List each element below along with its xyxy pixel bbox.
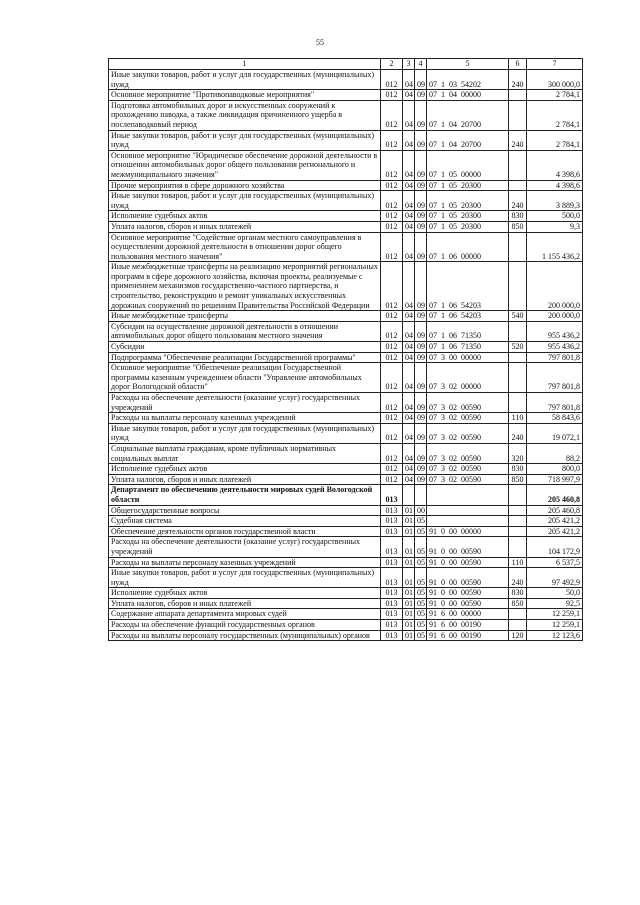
amount-cell: 9,3 (527, 221, 583, 232)
table-row (109, 609, 583, 620)
table-row (109, 90, 583, 101)
section-code-cell: 04 (403, 464, 415, 475)
target-article-cell: 91 6 00 00190 (427, 630, 509, 641)
expense-type-cell (509, 352, 527, 363)
subsection-code-cell: 05 (415, 568, 427, 588)
amount-cell: 800,0 (527, 464, 583, 475)
subsection-code-cell: 09 (415, 150, 427, 180)
ved-code-cell: 012 (381, 342, 403, 353)
table-row (109, 363, 583, 393)
subsection-code-cell: 05 (415, 630, 427, 641)
row-name-cell: Иные закупки товаров, работ и услуг для государственных (муниципальных) нужд (109, 130, 381, 150)
table-row (109, 516, 583, 527)
subsection-code-cell: 09 (415, 352, 427, 363)
row-name-cell: Иные закупки товаров, работ и услуг для государственных (муниципальных) нужд (109, 70, 381, 90)
row-name-cell: Расходы на выплаты персоналу казенных учреждений (109, 557, 381, 568)
ved-code-cell: 012 (381, 321, 403, 341)
table-row (109, 620, 583, 631)
target-article-cell: 07 1 06 71350 (427, 342, 509, 353)
subsection-code-cell: 05 (415, 598, 427, 609)
expense-type-cell (509, 100, 527, 130)
ved-code-cell: 012 (381, 211, 403, 222)
target-article-cell: 07 1 05 20300 (427, 211, 509, 222)
table-row (109, 232, 583, 262)
target-article-cell: 07 1 05 00000 (427, 150, 509, 180)
section-code-cell: 04 (403, 211, 415, 222)
amount-cell: 205 421,2 (527, 526, 583, 537)
subsection-code-cell: 05 (415, 620, 427, 631)
row-name-cell: Содержание аппарата департамента мировых судей (109, 609, 381, 620)
target-article-cell: 07 3 00 00000 (427, 352, 509, 363)
target-article-cell: 91 6 00 00000 (427, 609, 509, 620)
target-article-cell: 07 1 05 20300 (427, 221, 509, 232)
amount-cell: 718 997,9 (527, 474, 583, 485)
row-name-cell: Расходы на выплаты персоналу казенных учреждений (109, 413, 381, 424)
row-name-cell: Уплата налогов, сборов и иных платежей (109, 221, 381, 232)
table-row (109, 321, 583, 341)
table-row (109, 211, 583, 222)
section-code-cell: 04 (403, 321, 415, 341)
expense-type-cell (509, 609, 527, 620)
subsection-code-cell: 09 (415, 262, 427, 311)
ved-code-cell: 013 (381, 620, 403, 631)
ved-code-cell: 012 (381, 232, 403, 262)
ved-code-cell: 012 (381, 221, 403, 232)
ved-code-cell: 013 (381, 588, 403, 599)
section-code-cell: 04 (403, 413, 415, 424)
expense-type-cell: 320 (509, 443, 527, 463)
ved-code-cell: 012 (381, 100, 403, 130)
budget-table (108, 58, 583, 641)
section-code-cell: 04 (403, 352, 415, 363)
row-name-cell: Уплата налогов, сборов и иных платежей (109, 474, 381, 485)
amount-cell: 955 436,2 (527, 342, 583, 353)
section-code-cell: 04 (403, 393, 415, 413)
ved-code-cell: 012 (381, 180, 403, 191)
section-code-cell: 04 (403, 90, 415, 101)
expense-type-cell: 850 (509, 474, 527, 485)
amount-cell: 797 801,8 (527, 363, 583, 393)
ved-code-cell: 012 (381, 191, 403, 211)
expense-type-cell (509, 150, 527, 180)
expense-type-cell: 240 (509, 423, 527, 443)
expense-type-cell: 110 (509, 557, 527, 568)
target-article-cell: 91 0 00 00590 (427, 588, 509, 599)
expense-type-cell (509, 393, 527, 413)
ved-code-cell: 012 (381, 393, 403, 413)
amount-cell: 12 259,1 (527, 620, 583, 631)
subsection-code-cell: 05 (415, 526, 427, 537)
amount-cell: 58 843,6 (527, 413, 583, 424)
section-code-cell: 04 (403, 311, 415, 322)
subsection-code-cell: 09 (415, 211, 427, 222)
table-row (109, 100, 583, 130)
target-article-cell: 07 1 03 54202 (427, 70, 509, 90)
expense-type-cell: 830 (509, 588, 527, 599)
subsection-code-cell: 09 (415, 70, 427, 90)
table-row (109, 352, 583, 363)
expense-type-cell: 240 (509, 568, 527, 588)
target-article-cell: 91 0 00 00590 (427, 537, 509, 557)
amount-cell: 6 537,5 (527, 557, 583, 568)
target-article-cell: 07 3 02 00590 (427, 443, 509, 463)
target-article-cell (427, 516, 509, 527)
ved-code-cell: 013 (381, 609, 403, 620)
expense-type-cell (509, 537, 527, 557)
table-row (109, 537, 583, 557)
row-name-cell: Субсидии (109, 342, 381, 353)
section-code-cell: 01 (403, 516, 415, 527)
table-row (109, 557, 583, 568)
section-code-cell: 04 (403, 262, 415, 311)
amount-cell: 104 172,9 (527, 537, 583, 557)
table-row (109, 130, 583, 150)
subsection-code-cell: 09 (415, 311, 427, 322)
row-name-cell: Иные закупки товаров, работ и услуг для государственных (муниципальных) нужд (109, 568, 381, 588)
amount-cell: 2 784,1 (527, 130, 583, 150)
amount-cell: 300 000,0 (527, 70, 583, 90)
table-row (109, 423, 583, 443)
target-article-cell: 07 1 05 20300 (427, 191, 509, 211)
target-article-cell (427, 485, 509, 505)
ved-code-cell: 013 (381, 598, 403, 609)
ved-code-cell: 013 (381, 557, 403, 568)
header-cell: 7 (527, 59, 583, 70)
row-name-cell: Подпрограмма "Обеспечение реализации Государственной программы" (109, 352, 381, 363)
table-row (109, 485, 583, 505)
section-code-cell: 01 (403, 630, 415, 641)
ved-code-cell: 012 (381, 464, 403, 475)
subsection-code-cell: 09 (415, 393, 427, 413)
table-row (109, 568, 583, 588)
expense-type-cell: 240 (509, 70, 527, 90)
table-row (109, 342, 583, 353)
row-name-cell: Иные межбюджетные трансферты на реализацию мероприятий региональных программ в сфере дорожного хозяйства, включая проекты, реализуемые с применением механизмов государственно-частного партнерства, и строительство, реконструкцию и ремонт уникальных искусственных дорожных сооружений по решениям Правительства Российской Федерации (109, 262, 381, 311)
target-article-cell (427, 505, 509, 516)
section-code-cell: 01 (403, 526, 415, 537)
ved-code-cell: 013 (381, 630, 403, 641)
ved-code-cell: 013 (381, 516, 403, 527)
section-code-cell: 04 (403, 100, 415, 130)
section-code-cell: 04 (403, 130, 415, 150)
ved-code-cell: 012 (381, 413, 403, 424)
table-row (109, 180, 583, 191)
target-article-cell: 91 6 00 00190 (427, 620, 509, 631)
section-code-cell: 04 (403, 363, 415, 393)
row-name-cell: Общегосударственные вопросы (109, 505, 381, 516)
target-article-cell: 91 0 00 00590 (427, 598, 509, 609)
table-row (109, 393, 583, 413)
ved-code-cell: 013 (381, 505, 403, 516)
row-name-cell: Иные закупки товаров, работ и услуг для государственных (муниципальных) нужд (109, 423, 381, 443)
ved-code-cell: 012 (381, 363, 403, 393)
row-name-cell: Основное мероприятие "Обеспечение реализации Государственной программы казенным учреждением области "Управление автомобильных дорог Вологодской области" (109, 363, 381, 393)
expense-type-cell (509, 262, 527, 311)
subsection-code-cell: 09 (415, 474, 427, 485)
expense-type-cell (509, 232, 527, 262)
section-code-cell: 01 (403, 588, 415, 599)
section-code-cell: 04 (403, 474, 415, 485)
subsection-code-cell: 05 (415, 557, 427, 568)
table-row (109, 588, 583, 599)
header-cell: 3 (403, 59, 415, 70)
ved-code-cell: 012 (381, 423, 403, 443)
header-row (109, 59, 583, 70)
subsection-code-cell: 09 (415, 342, 427, 353)
target-article-cell: 91 0 00 00000 (427, 526, 509, 537)
target-article-cell: 07 1 04 20700 (427, 100, 509, 130)
subsection-code-cell: 09 (415, 413, 427, 424)
ved-code-cell: 013 (381, 537, 403, 557)
subsection-code-cell: 09 (415, 321, 427, 341)
row-name-cell: Расходы на обеспечение деятельности (оказание услуг) государственных учреждений (109, 537, 381, 557)
target-article-cell: 07 1 06 54203 (427, 262, 509, 311)
target-article-cell: 07 1 04 20700 (427, 130, 509, 150)
ved-code-cell: 012 (381, 262, 403, 311)
subsection-code-cell: 09 (415, 90, 427, 101)
row-name-cell: Расходы на выплаты персоналу государственных (муниципальных) органов (109, 630, 381, 641)
section-code-cell: 04 (403, 70, 415, 90)
expense-type-cell: 540 (509, 311, 527, 322)
subsection-code-cell (415, 485, 427, 505)
row-name-cell: Иные закупки товаров, работ и услуг для государственных (муниципальных) нужд (109, 191, 381, 211)
row-name-cell: Основное мероприятие "Содействие органам местного самоуправления в осуществлении дорожной деятельности в отношении дорог общего пользования местного значения" (109, 232, 381, 262)
subsection-code-cell: 09 (415, 464, 427, 475)
section-code-cell: 04 (403, 443, 415, 463)
expense-type-cell: 830 (509, 211, 527, 222)
ved-code-cell: 012 (381, 352, 403, 363)
section-code-cell: 01 (403, 598, 415, 609)
target-article-cell: 07 3 02 00590 (427, 474, 509, 485)
target-article-cell: 07 3 02 00590 (427, 464, 509, 475)
subsection-code-cell: 09 (415, 423, 427, 443)
section-code-cell: 04 (403, 423, 415, 443)
section-code-cell: 01 (403, 620, 415, 631)
section-code-cell: 01 (403, 537, 415, 557)
amount-cell: 88,2 (527, 443, 583, 463)
amount-cell: 205 460,8 (527, 505, 583, 516)
subsection-code-cell: 09 (415, 191, 427, 211)
row-name-cell: Расходы на обеспечение функций государственных органов (109, 620, 381, 631)
subsection-code-cell: 00 (415, 505, 427, 516)
expense-type-cell (509, 90, 527, 101)
ved-code-cell: 012 (381, 474, 403, 485)
expense-type-cell: 240 (509, 191, 527, 211)
header-cell: 1 (109, 59, 381, 70)
table-row (109, 464, 583, 475)
table-row (109, 505, 583, 516)
expense-type-cell (509, 516, 527, 527)
row-name-cell: Департамент по обеспечению деятельности мировых судей Вологодской области (109, 485, 381, 505)
row-name-cell: Исполнение судебных актов (109, 588, 381, 599)
expense-type-cell (509, 526, 527, 537)
expense-type-cell (509, 180, 527, 191)
target-article-cell: 07 3 02 00590 (427, 393, 509, 413)
section-code-cell (403, 485, 415, 505)
expense-type-cell: 110 (509, 413, 527, 424)
section-code-cell: 01 (403, 568, 415, 588)
row-name-cell: Судебная система (109, 516, 381, 527)
amount-cell: 205 421,2 (527, 516, 583, 527)
section-code-cell: 04 (403, 150, 415, 180)
expense-type-cell: 830 (509, 464, 527, 475)
table-row (109, 262, 583, 311)
ved-code-cell: 012 (381, 70, 403, 90)
amount-cell: 3 889,3 (527, 191, 583, 211)
target-article-cell: 07 1 06 71350 (427, 321, 509, 341)
table-row (109, 598, 583, 609)
row-name-cell: Основное мероприятие "Противопаводковые мероприятия" (109, 90, 381, 101)
amount-cell: 4 398,6 (527, 150, 583, 180)
table-row (109, 474, 583, 485)
row-name-cell: Обеспечение деятельности органов государственной власти (109, 526, 381, 537)
section-code-cell: 04 (403, 221, 415, 232)
header-cell: 5 (427, 59, 509, 70)
subsection-code-cell: 05 (415, 537, 427, 557)
amount-cell: 12 123,6 (527, 630, 583, 641)
amount-cell: 2 784,1 (527, 90, 583, 101)
expense-type-cell: 240 (509, 130, 527, 150)
ved-code-cell: 012 (381, 150, 403, 180)
row-name-cell: Основное мероприятие "Юридическое обеспечение дорожной деятельности в отношении автомобильных дорог общего пользования регионального и межмуниципального значения" (109, 150, 381, 180)
row-name-cell: Расходы на обеспечение деятельности (оказание услуг) государственных учреждений (109, 393, 381, 413)
amount-cell: 92,5 (527, 598, 583, 609)
amount-cell: 797 801,8 (527, 352, 583, 363)
subsection-code-cell: 09 (415, 180, 427, 191)
target-article-cell: 07 1 04 00000 (427, 90, 509, 101)
table-row (109, 526, 583, 537)
subsection-code-cell: 09 (415, 443, 427, 463)
ved-code-cell: 012 (381, 443, 403, 463)
ved-code-cell: 013 (381, 568, 403, 588)
ved-code-cell: 013 (381, 485, 403, 505)
amount-cell: 205 460,8 (527, 485, 583, 505)
expense-type-cell: 850 (509, 221, 527, 232)
row-name-cell: Социальные выплаты гражданам, кроме публичных нормативных социальных выплат (109, 443, 381, 463)
expense-type-cell (509, 505, 527, 516)
section-code-cell: 04 (403, 180, 415, 191)
expense-type-cell: 520 (509, 342, 527, 353)
table-row (109, 191, 583, 211)
ved-code-cell: 012 (381, 311, 403, 322)
row-name-cell: Прочие мероприятия в сфере дорожного хозяйства (109, 180, 381, 191)
row-name-cell: Исполнение судебных актов (109, 464, 381, 475)
header-cell: 4 (415, 59, 427, 70)
expense-type-cell: 120 (509, 630, 527, 641)
expense-type-cell (509, 363, 527, 393)
header-cell: 6 (509, 59, 527, 70)
ved-code-cell: 013 (381, 526, 403, 537)
section-code-cell: 01 (403, 505, 415, 516)
row-name-cell: Подготовка автомобильных дорог и искусственных сооружений к прохождению паводка, а также ликвидация причиненного ущерба в послепаводковый период (109, 100, 381, 130)
table-row (109, 70, 583, 90)
subsection-code-cell: 05 (415, 516, 427, 527)
amount-cell: 2 784,1 (527, 100, 583, 130)
amount-cell: 12 259,1 (527, 609, 583, 620)
amount-cell: 1 155 436,2 (527, 232, 583, 262)
ved-code-cell: 012 (381, 90, 403, 101)
amount-cell: 19 072,1 (527, 423, 583, 443)
amount-cell: 200 000,0 (527, 262, 583, 311)
table-row (109, 221, 583, 232)
subsection-code-cell: 05 (415, 609, 427, 620)
amount-cell: 500,0 (527, 211, 583, 222)
subsection-code-cell: 09 (415, 221, 427, 232)
header-cell: 2 (381, 59, 403, 70)
amount-cell: 97 492,9 (527, 568, 583, 588)
table-row (109, 311, 583, 322)
page-number: 55 (316, 38, 324, 47)
subsection-code-cell: 09 (415, 363, 427, 393)
table-row (109, 150, 583, 180)
target-article-cell: 91 0 00 00590 (427, 557, 509, 568)
section-code-cell: 04 (403, 191, 415, 211)
target-article-cell: 07 3 02 00590 (427, 413, 509, 424)
target-article-cell: 07 3 02 00590 (427, 423, 509, 443)
section-code-cell: 04 (403, 232, 415, 262)
subsection-code-cell: 09 (415, 232, 427, 262)
row-name-cell: Исполнение судебных актов (109, 211, 381, 222)
section-code-cell: 01 (403, 557, 415, 568)
target-article-cell: 07 1 06 54203 (427, 311, 509, 322)
subsection-code-cell: 09 (415, 100, 427, 130)
expense-type-cell: 850 (509, 598, 527, 609)
section-code-cell: 01 (403, 609, 415, 620)
amount-cell: 50,0 (527, 588, 583, 599)
section-code-cell: 04 (403, 342, 415, 353)
table-row (109, 443, 583, 463)
amount-cell: 955 436,2 (527, 321, 583, 341)
table-row (109, 413, 583, 424)
subsection-code-cell: 09 (415, 130, 427, 150)
target-article-cell: 07 1 05 20300 (427, 180, 509, 191)
target-article-cell: 07 3 02 00000 (427, 363, 509, 393)
row-name-cell: Субсидии на осуществление дорожной деятельности в отношении автомобильных дорог общего пользования местного значения (109, 321, 381, 341)
target-article-cell: 91 0 00 00590 (427, 568, 509, 588)
row-name-cell: Уплата налогов, сборов и иных платежей (109, 598, 381, 609)
amount-cell: 797 801,8 (527, 393, 583, 413)
row-name-cell: Иные межбюджетные трансферты (109, 311, 381, 322)
subsection-code-cell: 05 (415, 588, 427, 599)
amount-cell: 200 000,0 (527, 311, 583, 322)
table-row (109, 630, 583, 641)
expense-type-cell (509, 485, 527, 505)
expense-type-cell (509, 620, 527, 631)
amount-cell: 4 398,6 (527, 180, 583, 191)
target-article-cell: 07 1 06 00000 (427, 232, 509, 262)
ved-code-cell: 012 (381, 130, 403, 150)
expense-type-cell (509, 321, 527, 341)
